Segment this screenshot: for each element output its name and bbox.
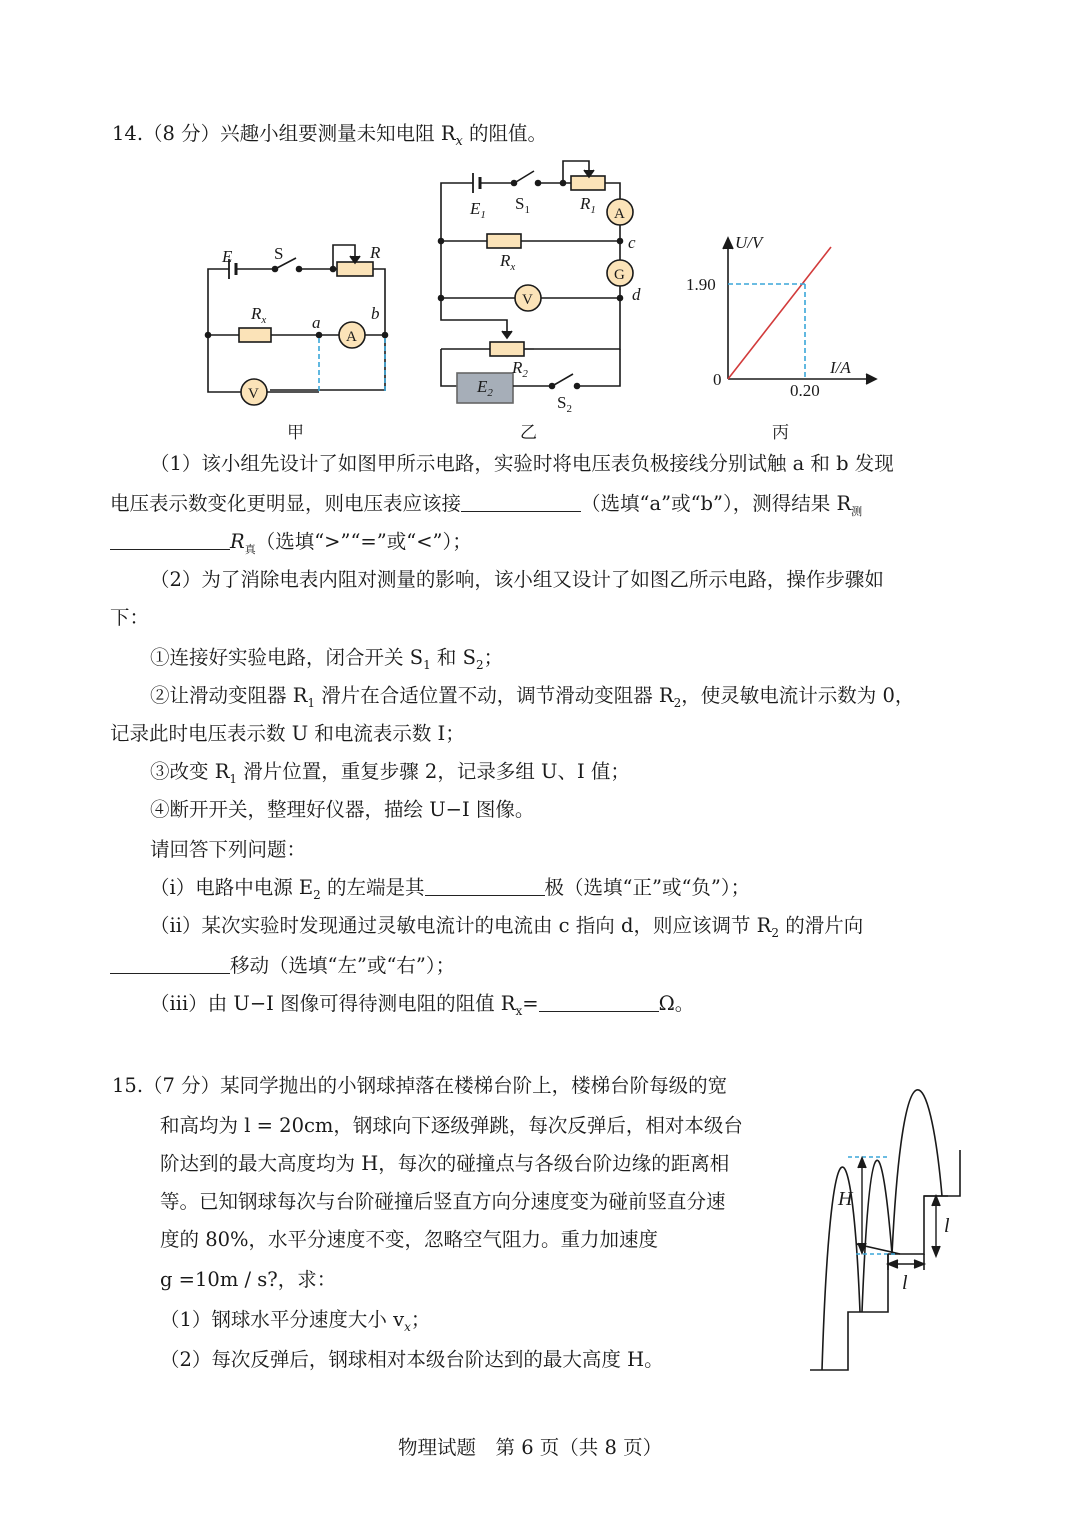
jia-S-label: S [274, 244, 284, 263]
q14-step3: ③改变 $R_1$ 滑片位置，重复步骤 2，记录多组 U、I 值； [150, 760, 630, 786]
answer-blank-2[interactable] [110, 531, 230, 550]
q14-step2: ②让滑动变阻器 $R_1$ 滑片在合适位置不动，调节滑动变阻器 $R_2$，使灵敏电流计示数为 0， [150, 684, 915, 710]
q14-part-ii: （ii）某次实验时发现通过灵敏电流计的电流由 c 指向 d，则应该调节 $R_2$ 的滑片向 [150, 914, 864, 940]
jia-R-label: R [370, 243, 381, 262]
page-footer: 物理试题 第 6 页（共 8 页） [398, 1436, 663, 1459]
yi-galvanometer: G [614, 267, 625, 283]
bing-caption: 丙 [772, 423, 789, 442]
stairs-H-label: H [838, 1188, 853, 1210]
circuit-jia [206, 245, 388, 405]
q14-heading: 14.（8 分）兴趣小组要测量未知电阻 $R_x$ 的阻值。 [112, 122, 548, 149]
jia-voltmeter: V [248, 386, 259, 402]
yi-Rx-label: $R_x$ [500, 251, 516, 273]
bing-ytick: 1.90 [686, 275, 716, 294]
yi-R1-label: $R_1$ [580, 194, 596, 216]
answer-blank-1[interactable] [461, 493, 581, 512]
yi-S1-label: $S_1$ [515, 194, 530, 216]
q14-p1-line2: 电压表示数变化更明显，则电压表应该接 （选填“a”或“b”），测得结果 $R_测$ [110, 492, 863, 518]
q14-part-iii: （iii）由 U−I 图像可得待测电阻的阻值 $R_x= \Omega$。 [150, 992, 695, 1018]
q14-step4: ④断开开关，整理好仪器，描绘 U−I 图像。 [150, 798, 535, 821]
q14-part-ii-line2: 移动（选填“左”或“右”）； [110, 954, 455, 978]
q14-p2-line1: （2）为了消除电表内阻对测量的影响，该小组又设计了如图乙所示电路，操作步骤如 [150, 568, 884, 591]
jia-E-label: E [222, 247, 233, 266]
yi-c-label: c [628, 233, 636, 252]
q15-line1: 15.（7 分）某同学抛出的小钢球掉落在楼梯台阶上，楼梯台阶每级的宽 [112, 1074, 728, 1097]
q15-sub1: （1）钢球水平分速度大小 $v_x$； [160, 1308, 431, 1334]
jia-a-label: a [312, 313, 321, 332]
yi-R2-label: $R_2$ [512, 358, 528, 380]
yi-caption: 乙 [520, 423, 537, 442]
stairs-figure [810, 1090, 960, 1370]
q15-line2: 和高均为 l = 20cm，钢球向下逐级弹跳，每次反弹后，相对本级台 [160, 1114, 743, 1137]
q14-part-i: （i）电路中电源 $E_2$ 的左端是其 极（选填“正”或“负”）； [150, 876, 751, 902]
jia-caption: 甲 [287, 423, 304, 442]
q15-line4: 等。已知钢球每次与台阶碰撞后竖直方向分速度变为碰前竖直分速 [160, 1190, 726, 1213]
q14-step2-line2: 记录此时电压表示数 U 和电流表示数 I； [110, 722, 465, 745]
bing-xtick: 0.20 [790, 381, 820, 400]
stairs-l-horizontal: l [902, 1272, 908, 1294]
bing-ylabel: U/V [735, 233, 763, 252]
q15-line3: 阶达到的最大高度均为 H，每次的碰撞点与各级台阶边缘的距离相 [160, 1152, 730, 1175]
stairs-l-vertical: l [944, 1215, 950, 1237]
yi-ammeter: A [614, 206, 625, 222]
q14-p1-line3: $R_真$（选填“>”“=”或“<”）； [110, 530, 472, 562]
q15-sub2: （2）每次反弹后，钢球相对本级台阶达到的最大高度 H。 [160, 1348, 664, 1371]
yi-S2-label: $S_2$ [557, 393, 572, 415]
q14-step1: ①连接好实验电路，闭合开关 $S_1$ 和 $S_2$； [150, 646, 504, 672]
q14-p2-line2: 下： [110, 606, 150, 629]
yi-E2-label: $E_2$ [477, 377, 493, 399]
bing-xlabel: I/A [830, 358, 851, 377]
bing-origin: 0 [713, 370, 722, 389]
q14-ask: 请回答下列问题： [150, 838, 307, 861]
yi-d-label: d [632, 285, 641, 304]
q15-line5: 度的 80%，水平分速度不变，忽略空气阻力。重力加速度 [160, 1228, 659, 1251]
graph-bing [723, 238, 876, 384]
yi-E1-label: $E_1$ [470, 199, 486, 221]
jia-b-label: b [371, 304, 380, 323]
circuit-yi [439, 161, 634, 403]
yi-voltmeter: V [522, 292, 533, 308]
q14-p1-line1: （1）该小组先设计了如图甲所示电路，实验时将电压表负极接线分别试触 a 和 b 发现 [150, 452, 894, 475]
jia-Rx-label: $R_x$ [251, 304, 267, 326]
answer-blank-5[interactable] [539, 993, 659, 1012]
jia-ammeter: A [346, 329, 357, 345]
q15-line6: g =10m / s?，求： [160, 1268, 337, 1291]
answer-blank-4[interactable] [110, 955, 230, 974]
answer-blank-3[interactable] [425, 877, 545, 896]
